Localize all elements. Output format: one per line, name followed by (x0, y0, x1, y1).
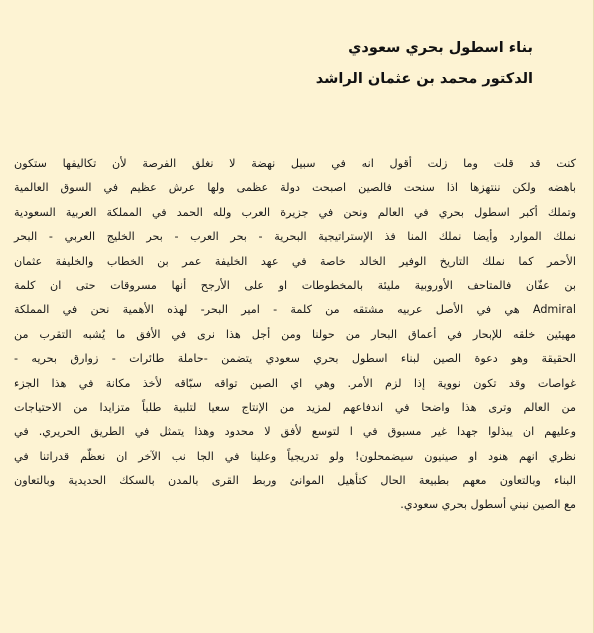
body-line: من العالم وترى هذا واضحا في اندفاعهم لمزيد من الإنتاج سعيا لتلبية طلباً متزايدا من الاحتياجات (14, 400, 576, 414)
body-line: نملك الموارد وأيضا نملك المنا فذ الإستراتيجية البحرية - بحر العرب - بحر الخليج العربي - البحر (14, 230, 576, 244)
body-line: نظري انهم هنود او صينيون سيضمحلون! ولو تدريجياً وعلينا في الجا نب الآخر ان نعظّم قدراتنا في (14, 449, 576, 463)
body-line: كنت قد قلت وما زلت أقول انه في سبيل نهضة لا نغلق الفرصة لأن تكاليفها ستكون (14, 157, 576, 170)
body-line: مهيئين خلقه للإبحار في أعماق البحار من حولنا ومن أجل هذا نرى في الأفق ما يُشبه التقرب من (14, 327, 576, 341)
body-line: Admiral هي في الأصل عربيه مشتقه من كلمة - امير البحر- لهذه الأهمية نحن في المملكة (14, 303, 576, 317)
body-line: وعليهم ان يبذلوا جهدا غير مسبوق في ا لتوسع لأفق لا محدود وهذا يتمثل في الطريق الحريري. في (14, 425, 576, 439)
document-title: بناء اسطول بحري سعودي (348, 40, 533, 56)
body-line: البناء وبالتعاون معهم بطبيعة الحال كتأهيل الموانئ وربط القرى بالمدن بالسكك الحديدية وبالتعاون (14, 474, 576, 488)
document-body (14, 152, 576, 518)
body-line: باهضه ولكن ننتهزها اذا سنحت فالصين اصبحت دولة عظمى ولها عرش عظيم في السوق العالمية (14, 181, 576, 195)
body-line: الحقيقة وهو دعوة الصين لبناء اسطول بحري سعودي يتضمن -حاملة طائرات - زوارق بحريه - (14, 352, 576, 366)
body-line: الأحمر كما نملك التاريخ الوفير الخالد خاصة في عهد الخليفة عمر بن الخطاب والخليفة عثمان (14, 254, 576, 268)
body-line: بن عفّان فالمتاحف الأوروبية مليئة بالمخطوطات او على الأرجح أنها مسروقات حتى ان كلمة (14, 278, 576, 292)
document-author: الدكتور محمد بن عثمان الراشد (315, 71, 533, 87)
body-line-last: مع الصين نبني أسطول بحري سعودي. (400, 498, 576, 512)
body-line: غواصات وقد تكون نووية إذا لزم الأمر. وهي اي الصين تواقه سبّاقه لأخذ مكانة في هذا الجزء (14, 376, 576, 390)
body-line: وتملك أكبر اسطول بحري في العالم ونحن في جزيرة العرب ولله الحمد في المملكة العربية السعودية (14, 205, 576, 219)
